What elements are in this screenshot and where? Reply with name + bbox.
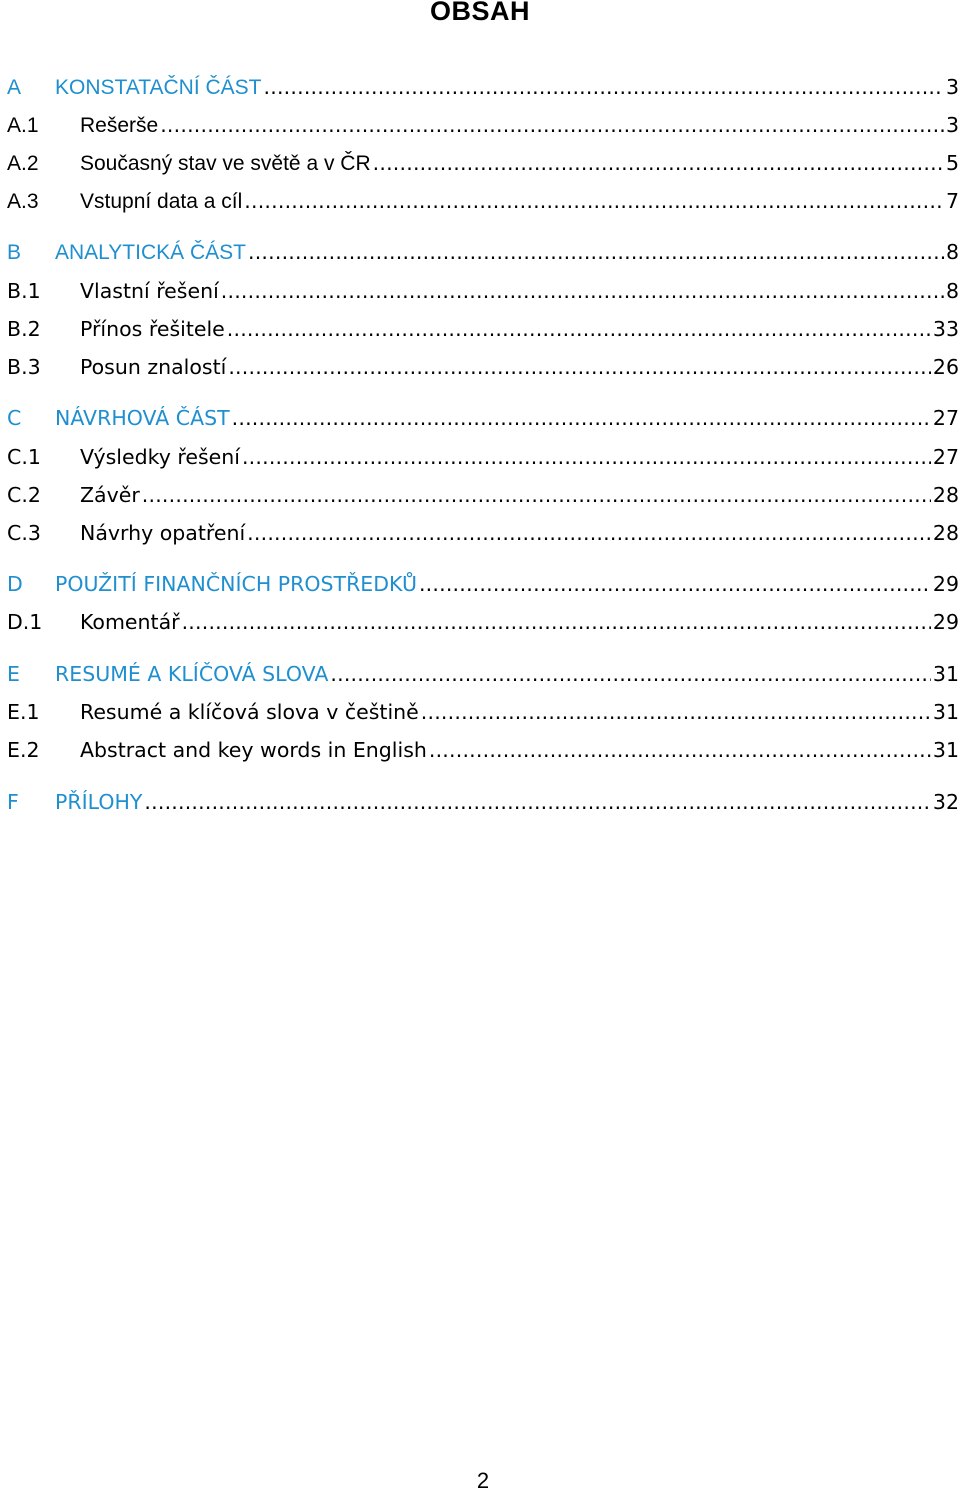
toc-entry-number: B.2: [7, 317, 41, 341]
toc-entry[interactable]: [7, 572, 959, 602]
toc-leader-dots: [244, 189, 944, 213]
toc-entry-page: 3: [945, 75, 959, 99]
toc-entry-page: 29: [932, 610, 959, 634]
toc-entry[interactable]: [7, 355, 959, 385]
toc-heading: OBSAH: [429, 0, 530, 26]
toc-entry-page: 31: [932, 738, 959, 762]
toc-entry-number: A: [7, 76, 22, 99]
toc-entry[interactable]: [7, 445, 959, 475]
toc-entry-number: A.2: [7, 152, 39, 175]
toc-leader-dots: [142, 483, 931, 507]
toc-entry[interactable]: [7, 483, 959, 513]
toc-entry-label: Vstupní data a cíl: [80, 190, 243, 213]
toc-entry-label: ANALYTICKÁ ČÁST: [55, 241, 246, 264]
toc-entry-label: POUŽITÍ FINANČNÍCH PROSTŘEDKŮ: [55, 572, 417, 596]
toc-leader-dots: [242, 445, 931, 469]
toc-entry-label: Současný stav ve světě a v ČR: [80, 152, 371, 175]
toc-entry-number: B.1: [7, 279, 41, 303]
toc-entry-label: PŘÍLOHY: [55, 790, 143, 814]
toc-entry-label: Rešerše: [80, 114, 159, 137]
toc-leader-dots: [330, 662, 931, 686]
toc-leader-dots: [182, 610, 931, 634]
toc-leader-dots: [421, 700, 931, 724]
toc-entry-page: 28: [932, 521, 959, 545]
toc-entry-page: 7: [945, 189, 959, 213]
toc-entry[interactable]: [7, 151, 959, 181]
toc-entry-number: A.3: [7, 190, 39, 213]
toc-entry-number: A.1: [7, 114, 39, 137]
toc-entry-page: 27: [932, 445, 959, 469]
toc-entry-label: NÁVRHOVÁ ČÁST: [55, 406, 230, 430]
toc-entry-label: RESUMÉ A KLÍČOVÁ SLOVA: [55, 662, 329, 686]
toc-entry-label: Posun znalostí: [80, 355, 227, 379]
toc-entry[interactable]: [7, 240, 959, 270]
toc-leader-dots: [373, 151, 944, 175]
toc-entry-number: C: [7, 406, 22, 430]
toc-entry-number: D.1: [7, 610, 43, 634]
toc-entry-label: Vlastní řešení: [80, 279, 219, 303]
toc-entry-number: C.1: [7, 445, 41, 469]
toc-entry[interactable]: [7, 75, 959, 105]
toc-leader-dots: [160, 113, 944, 137]
toc-entry-number: E: [7, 662, 20, 686]
toc-leader-dots: [264, 75, 944, 99]
toc-entry-label: Závěr: [80, 483, 140, 507]
toc-leader-dots: [247, 521, 931, 545]
toc-entry[interactable]: [7, 700, 959, 730]
toc-entry-page: 26: [932, 355, 959, 379]
toc-entry-page: 8: [945, 240, 959, 264]
toc-entry-label: Resumé a klíčová slova v češtině: [80, 700, 419, 724]
toc-entry[interactable]: [7, 610, 959, 640]
toc-entry-number: B: [7, 241, 22, 264]
toc-entry-page: 28: [932, 483, 959, 507]
toc-entry-label: Přínos řešitele: [80, 317, 225, 341]
toc-entry-page: 32: [932, 790, 959, 814]
toc-leader-dots: [144, 790, 930, 814]
toc-entry[interactable]: [7, 317, 959, 347]
toc-entry[interactable]: [7, 189, 959, 219]
toc-entry-number: B.3: [7, 355, 41, 379]
toc-entry-number: C.3: [7, 521, 41, 545]
toc-leader-dots: [228, 355, 931, 379]
toc-entry-label: KONSTATAČNÍ ČÁST: [55, 76, 262, 99]
toc-entry-label: Návrhy opatření: [80, 521, 246, 545]
page-number: 2: [476, 1468, 490, 1493]
toc-entry[interactable]: [7, 113, 959, 143]
toc-entry[interactable]: [7, 790, 959, 820]
toc-entry-page: 5: [945, 151, 959, 175]
toc-entry-number: D: [7, 572, 23, 596]
toc-entry-label: Výsledky řešení: [80, 445, 240, 469]
toc-leader-dots: [419, 572, 931, 596]
toc-leader-dots: [227, 317, 931, 341]
toc-entry-page: 29: [932, 572, 959, 596]
toc-entry[interactable]: [7, 406, 959, 436]
toc-entry-page: 3: [945, 113, 959, 137]
toc-leader-dots: [232, 406, 931, 430]
toc-entry[interactable]: [7, 738, 959, 768]
toc-leader-dots: [248, 240, 944, 264]
toc-entry-page: 33: [932, 317, 959, 341]
toc-entry[interactable]: [7, 279, 959, 309]
toc-entry-number: E.1: [7, 700, 40, 724]
toc-entry-number: C.2: [7, 483, 41, 507]
toc-entry-page: 8: [945, 279, 959, 303]
toc-entry-page: 31: [932, 662, 959, 686]
toc-entry-page: 27: [932, 406, 959, 430]
toc-entry-label: Abstract and key words in English: [80, 738, 427, 762]
toc-leader-dots: [221, 279, 944, 303]
toc-entry-label: Komentář: [80, 610, 180, 634]
toc-leader-dots: [429, 738, 931, 762]
toc-entry[interactable]: [7, 662, 959, 692]
toc-entry[interactable]: [7, 521, 959, 551]
toc-entry-page: 31: [932, 700, 959, 724]
toc-entry-number: E.2: [7, 738, 40, 762]
toc-entry-number: F: [7, 790, 19, 814]
